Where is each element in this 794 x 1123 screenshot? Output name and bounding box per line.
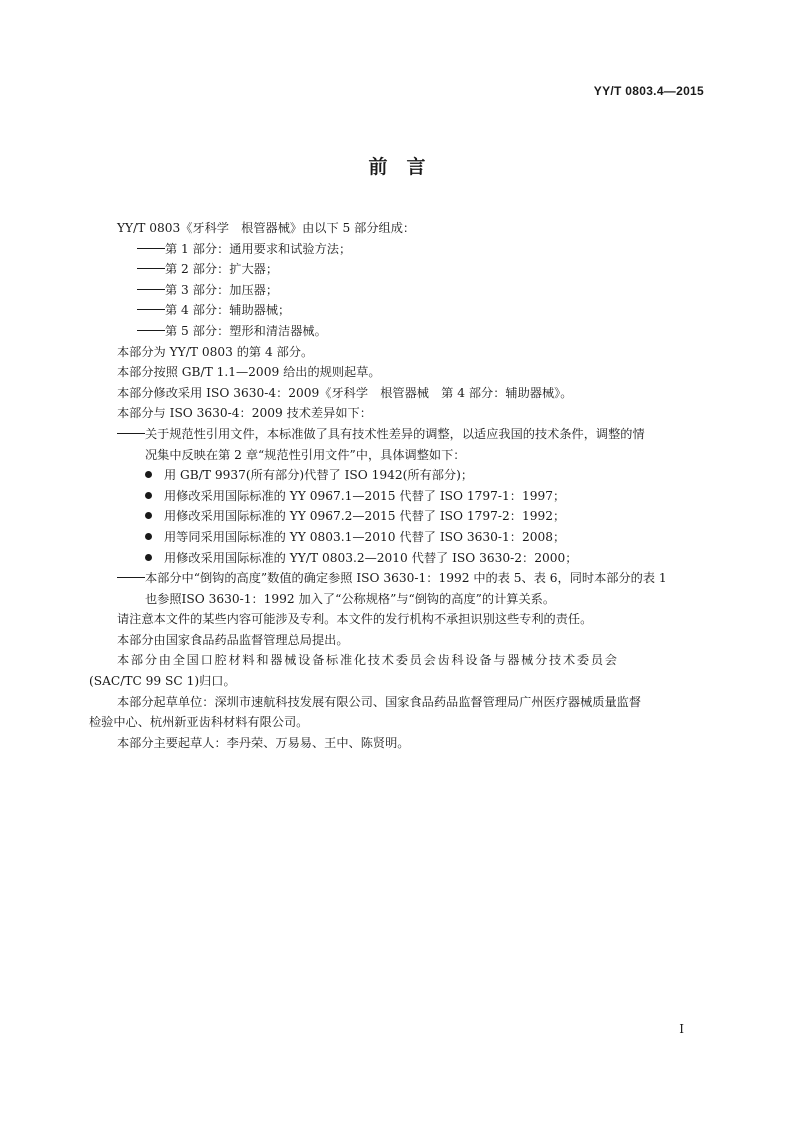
paragraph: 本部分由全国口腔材料和器械设备标准化技术委员会齿科设备与器械分技术委员会 [117, 653, 619, 668]
dash-mark [137, 330, 165, 331]
dash-mark [137, 268, 165, 269]
bullet-item: 用 GB/T 9937(所有部分)代替了 ISO 1942(所有部分)； [117, 465, 707, 486]
page-number: I [679, 1022, 684, 1036]
difference-item: 关于规范性引用文件，本标准做了具有技术性差异的调整，以适应我国的技术条件，调整的情 [117, 424, 707, 445]
dash-mark [137, 289, 165, 290]
dash-mark [117, 577, 145, 578]
paragraph-continuation: (SAC/TC 99 SC 1)归口。 [89, 674, 236, 689]
bullet-dot [145, 512, 152, 519]
drafters: 本部分主要起草人：李丹荣、万易易、王中、陈贤明。 [117, 735, 410, 750]
bullet-item: 用等同采用国际标准的 YY 0803.1—2010 代替了 ISO 3630-1：2008； [117, 527, 707, 548]
paragraph: 本部分修改采用 ISO 3630-4：2009《牙科学 根管器械 第 4 部分：辅助器械》。 [117, 385, 573, 400]
dash-mark [137, 309, 165, 310]
part-list-item: 第 4 部分：辅助器械； [117, 300, 707, 321]
paragraph: 本部分由国家食品药品监督管理总局提出。 [117, 632, 349, 647]
paragraph: 本部分为 YY/T 0803 的第 4 部分。 [117, 344, 314, 359]
paragraph: 本部分按照 GB/T 1.1—2009 给出的规则起草。 [117, 365, 381, 380]
drafting-units: 本部分起草单位：深圳市速航科技发展有限公司、国家食品药品监督管理局广州医疗器械质量监督 [117, 694, 642, 709]
bullet-dot [145, 554, 152, 561]
document-code: YY/T 0803.4—2015 [593, 84, 704, 98]
difference-item-continuation: 况集中反映在第 2 章“规范性引用文件”中，具体调整如下： [145, 447, 466, 462]
difference-item-continuation: 也参照ISO 3630-1：1992 加入了“公称规格”与“倒钩的高度”的计算关系。 [145, 591, 556, 606]
part-list-item: 第 5 部分：塑形和清洁器械。 [117, 321, 707, 342]
part-list-item: 第 1 部分：通用要求和试验方法； [117, 239, 707, 260]
intro-paragraph: YY/T 0803《牙科学 根管器械》由以下 5 部分组成： [117, 221, 416, 235]
bullet-dot [145, 492, 152, 499]
bullet-dot [145, 533, 152, 540]
difference-item: 本部分中“倒钩的高度”数值的确定参照 ISO 3630-1：1992 中的表 5、表 6，同时本部分的表 1 [117, 568, 707, 589]
dash-mark [117, 433, 145, 434]
bullet-item: 用修改采用国际标准的 YY 0967.1—2015 代替了 ISO 1797-1：1997； [117, 486, 707, 507]
part-list-item: 第 3 部分：加压器； [117, 280, 707, 301]
foreword-body [89, 218, 707, 753]
bullet-item: 用修改采用国际标准的 YY 0967.2—2015 代替了 ISO 1797-2：1992； [117, 506, 707, 527]
page-title: 前 言 [368, 156, 426, 178]
patent-notice: 请注意本文件的某些内容可能涉及专利。本文件的发行机构不承担识别这些专利的责任。 [117, 612, 593, 627]
paragraph: 本部分与 ISO 3630-4：2009 技术差异如下： [117, 406, 372, 421]
dash-mark [137, 248, 165, 249]
bullet-dot [145, 471, 152, 478]
bullet-item: 用修改采用国际标准的 YY/T 0803.2—2010 代替了 ISO 3630-2：2000； [117, 548, 707, 569]
drafting-units-continuation: 检验中心、杭州新亚齿科材料有限公司。 [89, 715, 309, 730]
part-list-item: 第 2 部分：扩大器； [117, 259, 707, 280]
